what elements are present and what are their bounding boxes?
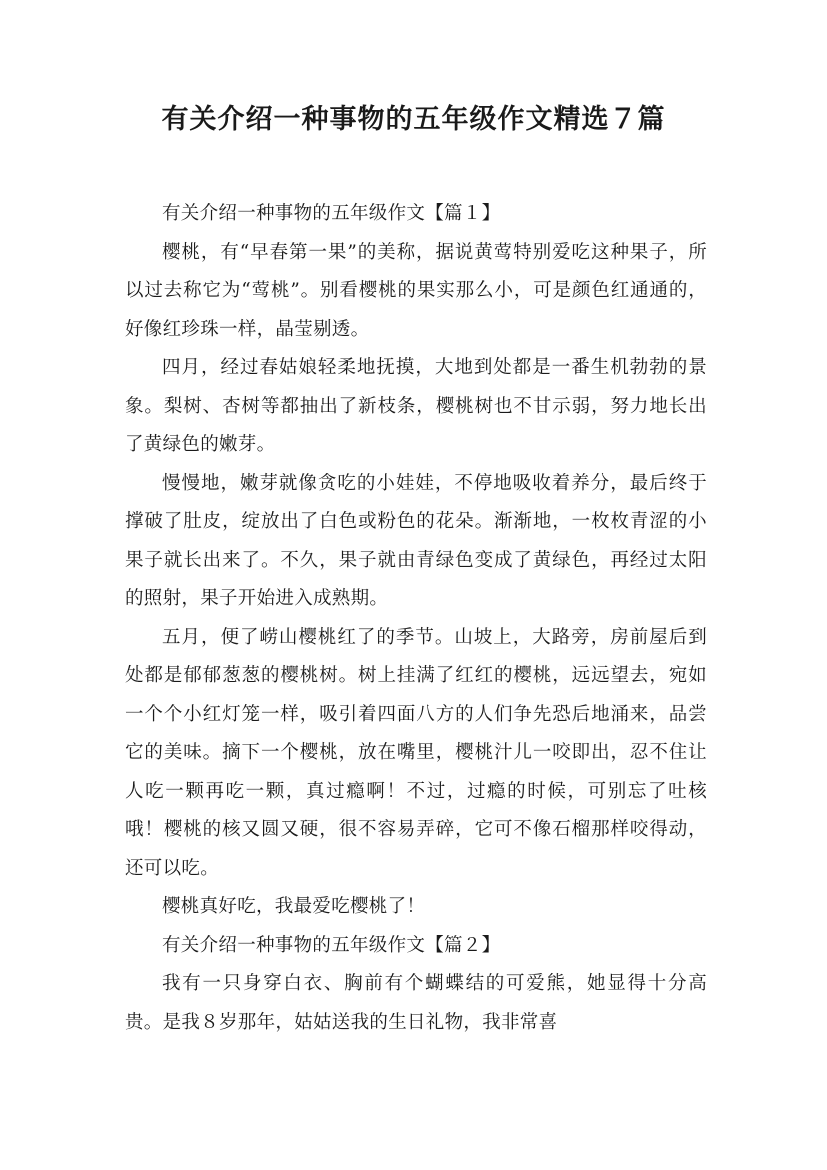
document-body: [125, 195, 707, 1042]
paragraph: 我有一只身穿白衣、胸前有个蝴蝶结的可爱熊，她显得十分高贵。是我８岁那年，姑姑送我的生日礼物，我非常喜: [125, 973, 707, 1033]
section-heading-1: 有关介绍一种事物的五年级作文【篇１】: [162, 203, 501, 224]
paragraph: 四月，经过春姑娘轻柔地抚摸，大地到处都是一番生机勃勃的景象。梨树、杏树等都抽出了新枝条，樱桃树也不甘示弱，努力地长出了黄绿色的嫩芽。: [125, 357, 707, 455]
paragraph: 慢慢地，嫩芽就像贪吃的小娃娃，不停地吸收着养分，最后终于撑破了肚皮，绽放出了白色或粉色的花朵。渐渐地，一枚枚青涩的小果子就长出来了。不久，果子就由青绿色变成了黄绿色，再经过太阳的照射，果子开始进入成熟期。: [125, 472, 707, 609]
paragraph: 五月，便了崂山樱桃红了的季节。山坡上，大路旁，房前屋后到处都是郁郁葱葱的樱桃树。树上挂满了红红的樱桃，远远望去，宛如一个个小红灯笼一样，吸引着四面八方的人们争先恐后地涌来，品尝它的美味。摘下一个樱桃，放在嘴里，樱桃汁儿一咬即出，忍不住让人吃一颗再吃一颗，真过瘾啊！不过，过瘾的时候，可别忘了吐核哦！樱桃的核又圆又硬，很不容易弄碎，它可不像石榴那样咬得动，还可以吃。: [125, 626, 707, 879]
section-heading-2: 有关介绍一种事物的五年级作文【篇２】: [162, 934, 501, 956]
paragraph: 樱桃，有“早春第一果”的美称，据说黄莺特别爱吃这种果子，所以过去称它为“莺桃”。别看樱桃的果实那么小，可是颜色红通通的，好像红珍珠一样，晶莹剔透。: [125, 241, 707, 340]
document-title: 有关介绍一种事物的五年级作文精选７篇: [161, 104, 666, 135]
paragraph: 樱桃真好吃，我最爱吃樱桃了！: [162, 896, 426, 917]
